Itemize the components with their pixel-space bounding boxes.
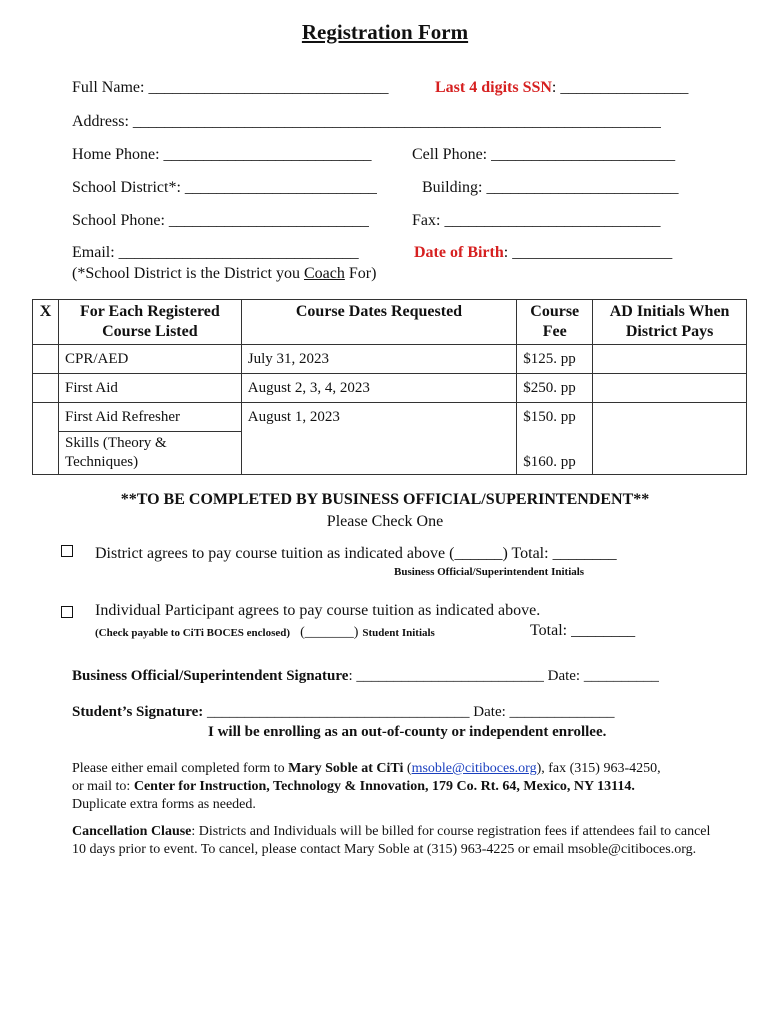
cancellation-label: Cancellation Clause <box>72 824 192 839</box>
table-row <box>33 432 747 475</box>
school-phone-field[interactable]: School Phone: _________________________ <box>72 212 369 229</box>
dates-cell: August 2, 3, 4, 2023 <box>241 374 517 403</box>
dob-blank: : ____________________ <box>503 244 673 261</box>
mail-to-text: or mail to: <box>72 779 134 794</box>
header-dates: Course Dates Requested <box>241 300 517 345</box>
course-cell: First Aid <box>58 374 241 403</box>
dob-field[interactable] <box>414 244 672 262</box>
fee-cell: $250. pp <box>517 374 593 403</box>
student-signature-blank: ___________________________________ Date: ______________ <box>203 704 615 720</box>
contact-text: Please either email completed form to <box>72 761 289 776</box>
duplicate-note: Duplicate extra forms as needed. <box>72 797 256 812</box>
dates-cell <box>241 432 517 475</box>
school-district-field[interactable]: School District*: ________________________ <box>72 179 377 196</box>
fee-cell: $125. pp <box>517 345 593 374</box>
district-note <box>72 265 376 283</box>
header-ad-initials: AD Initials When District Pays <box>593 300 747 345</box>
fax-field[interactable]: Fax: ___________________________ <box>412 212 661 229</box>
select-cell[interactable] <box>33 403 59 432</box>
course-cell: First Aid Refresher <box>58 403 241 432</box>
district-pays-note: Business Official/Superintendent Initials <box>394 566 585 578</box>
participant-total[interactable]: Total: ________ <box>530 622 636 639</box>
contact-email-link[interactable]: msoble@citiboces.org <box>411 761 537 776</box>
district-pays-option: District agrees to pay course tuition as indicated above (______) Total: ________ <box>95 545 617 562</box>
participant-pays-option: Individual Participant agrees to pay course tuition as indicated above. <box>95 602 541 619</box>
official-heading: **TO BE COMPLETED BY BUSINESS OFFICIAL/SUPERINTENDENT** <box>120 491 650 508</box>
district-pays-checkbox[interactable] <box>61 545 73 557</box>
student-initials-label: Student Initials <box>362 627 435 639</box>
fee-cell: $160. pp <box>517 432 593 475</box>
header-course: For Each Registered Course Listed <box>58 300 241 345</box>
email-field[interactable]: Email: ______________________________ <box>72 244 359 261</box>
district-note-text: (*School District is the District you <box>72 265 304 282</box>
official-signature-label: Business Official/Superintendent Signature <box>72 668 349 684</box>
official-signature-blank: : _________________________ Date: __________ <box>348 668 659 684</box>
check-payable-note: (Check payable to CiTi BOCES enclosed) <box>95 627 291 639</box>
cancellation-clause <box>72 823 722 859</box>
table-row <box>33 345 747 374</box>
course-cell: Skills (Theory & Techniques) <box>58 432 241 475</box>
contact-name: Mary Soble at CiTi <box>288 761 404 776</box>
full-name-field[interactable]: Full Name: ______________________________ <box>72 79 389 96</box>
ad-initials-cell[interactable] <box>593 432 747 475</box>
header-select: X <box>33 300 59 345</box>
cell-phone-field[interactable]: Cell Phone: _______________________ <box>412 146 676 163</box>
header-fee: Course Fee <box>517 300 593 345</box>
student-signature-label: Student’s Signature: <box>72 704 204 720</box>
building-field[interactable]: Building: ________________________ <box>422 179 679 196</box>
select-cell[interactable] <box>33 432 59 475</box>
cancellation-text: : Districts and Individuals will be billed for course registration fees if attendees fail to cancel 10 days prior to event. To cancel, please contact Mary Soble at (315) 963-4225 or email msoble@citiboces.org. <box>72 824 711 857</box>
course-table <box>32 299 747 475</box>
dates-cell: August 1, 2023 <box>241 403 517 432</box>
select-cell[interactable] <box>33 345 59 374</box>
contact-fax: ), fax (315) 963-4250, <box>536 761 661 776</box>
student-initials-blank[interactable]: (_______) <box>300 625 359 640</box>
contact-paragraph <box>72 760 722 814</box>
ssn-field[interactable] <box>435 79 688 97</box>
table-row <box>33 403 747 432</box>
dob-label: Date of Birth <box>414 244 504 261</box>
address-field[interactable]: Address: __________________________________________________________________ <box>72 113 661 130</box>
page-title: Registration Form <box>301 20 469 44</box>
official-signature-line[interactable] <box>72 668 659 685</box>
dates-cell: July 31, 2023 <box>241 345 517 374</box>
table-row <box>33 374 747 403</box>
ssn-blank: : ________________ <box>551 79 689 96</box>
enroll-note: I will be enrolling as an out-of-county or independent enrollee. <box>208 724 607 740</box>
table-header-row <box>33 300 747 345</box>
course-cell: CPR/AED <box>58 345 241 374</box>
student-signature-line[interactable] <box>72 704 615 721</box>
ad-initials-cell[interactable] <box>593 374 747 403</box>
district-note-coach: Coach <box>303 265 345 282</box>
select-cell[interactable] <box>33 374 59 403</box>
participant-pays-checkbox[interactable] <box>61 606 73 618</box>
ssn-label: Last 4 digits SSN <box>435 79 552 96</box>
contact-open: ( <box>403 761 412 776</box>
home-phone-field[interactable]: Home Phone: __________________________ <box>72 146 372 163</box>
participant-pays-details <box>95 623 435 641</box>
fee-cell: $150. pp <box>517 403 593 432</box>
ad-initials-cell[interactable] <box>593 345 747 374</box>
district-note-end: For) <box>344 265 377 282</box>
mail-address: Center for Instruction, Technology & Innovation, 179 Co. Rt. 64, Mexico, NY 13114. <box>133 779 635 794</box>
official-subheading: Please Check One <box>326 513 444 530</box>
ad-initials-cell[interactable] <box>593 403 747 432</box>
